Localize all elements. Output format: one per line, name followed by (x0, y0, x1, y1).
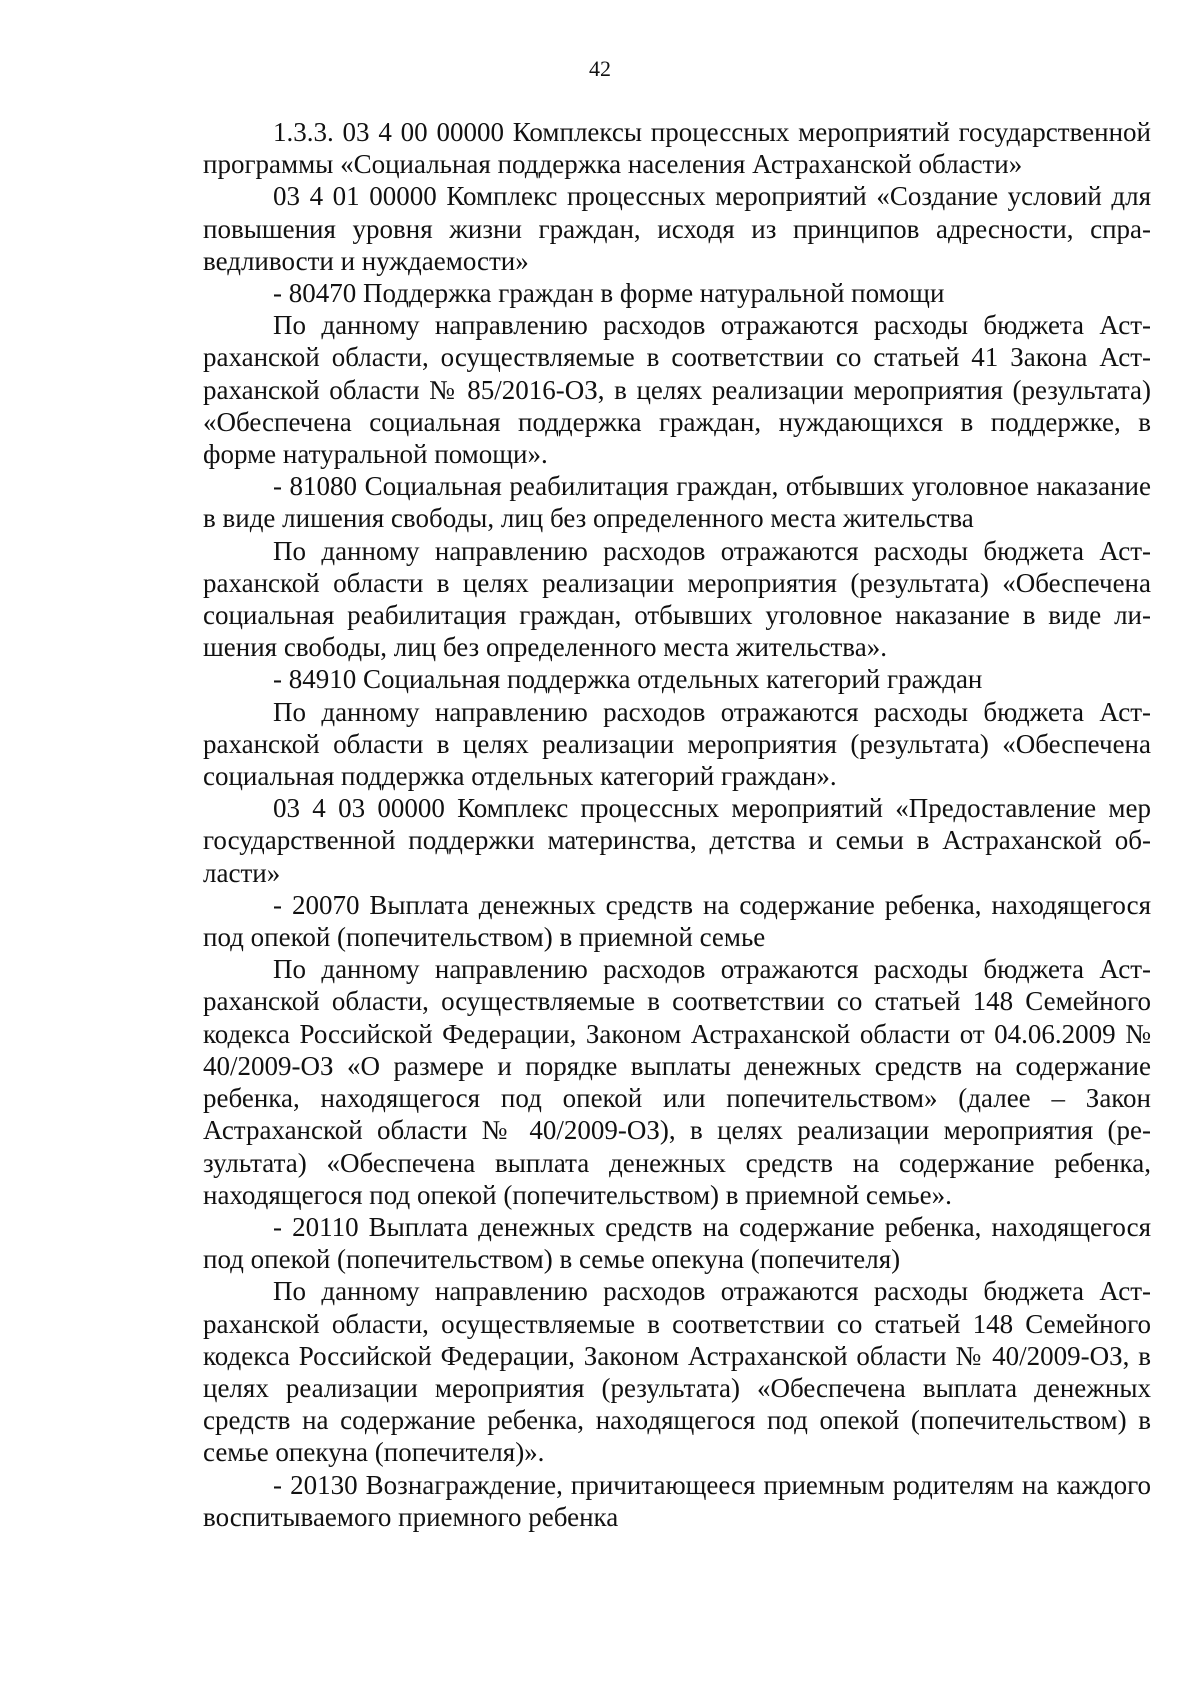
expense-item: - 20130 Вознаграждение, причитающееся приемным родителям на каждого воспитываемого приемного ребенка (203, 1469, 1151, 1532)
expense-description: По данному направлению расходов отражаются расходы бюджета Астраханской области, осуществляемые в соответствии со статьей 41 Закона Астраханской области № 85/2016-ОЗ, в целях реализации мероприятия (результата) «Обеспечена социальная поддержка граждан, нуждающихся в поддержке, в форме натуральной помощи». (203, 310, 1151, 470)
expense-item: - 20070 Выплата денежных средств на содержание ребенка, находящегося под опекой (попечительством) в приемной семье (203, 889, 1151, 953)
expense-item: - 80470 Поддержка граждан в форме натуральной помощи (273, 278, 945, 309)
expense-item: - 84910 Социальная поддержка отдельных категорий граждан (273, 664, 983, 695)
complex-heading: 03 4 03 00000 Комплекс процессных мероприятий «Предоставление мер государственной поддержки материнства, детства и семьи в Астраханской области» (203, 793, 1151, 888)
page-number: 42 (589, 56, 611, 81)
expense-item: - 81080 Социальная реабилитация граждан, отбывших уголовное наказание в виде лишения свободы, лиц без определенного места жительства (203, 471, 1151, 534)
expense-item: - 20110 Выплата денежных средств на содержание ребенка, находящегося под опекой (попечительством) в семье опекуна (попечителя) (203, 1211, 1151, 1275)
complex-heading: 03 4 01 00000 Комплекс процессных мероприятий «Создание условий для повышения уровня жизни граждан, исходя из принципов адресности, справедливости и нуждаемости» (203, 181, 1151, 276)
expense-description: По данному направлению расходов отражаются расходы бюджета Астраханской области, осуществляемые в соответствии со статьей 148 Семейного кодекса Российской Федерации, Законом Астраханской области от 04.06.2009 № 40/2009-ОЗ «О размере и порядке выплаты денежных средств на содержание ребенка, находящегося под опекой или попечительством» (далее – Закон Астраханской области № 40/2009-ОЗ), в целях реализации мероприятия (результата) «Обеспечена выплата денежных средств на содержание ребенка, находящегося под опекой (попечительством) в приемной семье». (203, 954, 1151, 1210)
expense-description: По данному направлению расходов отражаются расходы бюджета Астраханской области в целях реализации мероприятия (результата) «Обеспечена социальная поддержка отдельных категорий граждан». (203, 696, 1151, 792)
section-heading: 1.3.3. 03 4 00 00000 Комплексы процессных мероприятий государственной программы «Социальная поддержка населения Астраханской области» (203, 117, 1151, 180)
document-body (203, 116, 1151, 1533)
expense-description: По данному направлению расходов отражаются расходы бюджета Астраханской области, осуществляемые в соответствии со статьей 148 Семейного кодекса Российской Федерации, Законом Астраханской области № 40/2009-ОЗ, в целях реализации мероприятия (результата) «Обеспечена выплата денежных средств на содержание ребенка, находящегося под опекой (попечительством) в семье опекуна (попечителя)». (203, 1276, 1151, 1468)
expense-description: По данному направлению расходов отражаются расходы бюджета Астраханской области в целях реализации мероприятия (результата) «Обеспечена социальная реабилитация граждан, отбывших уголовное наказание в виде лишения свободы, лиц без определенного места жительства». (203, 535, 1151, 663)
